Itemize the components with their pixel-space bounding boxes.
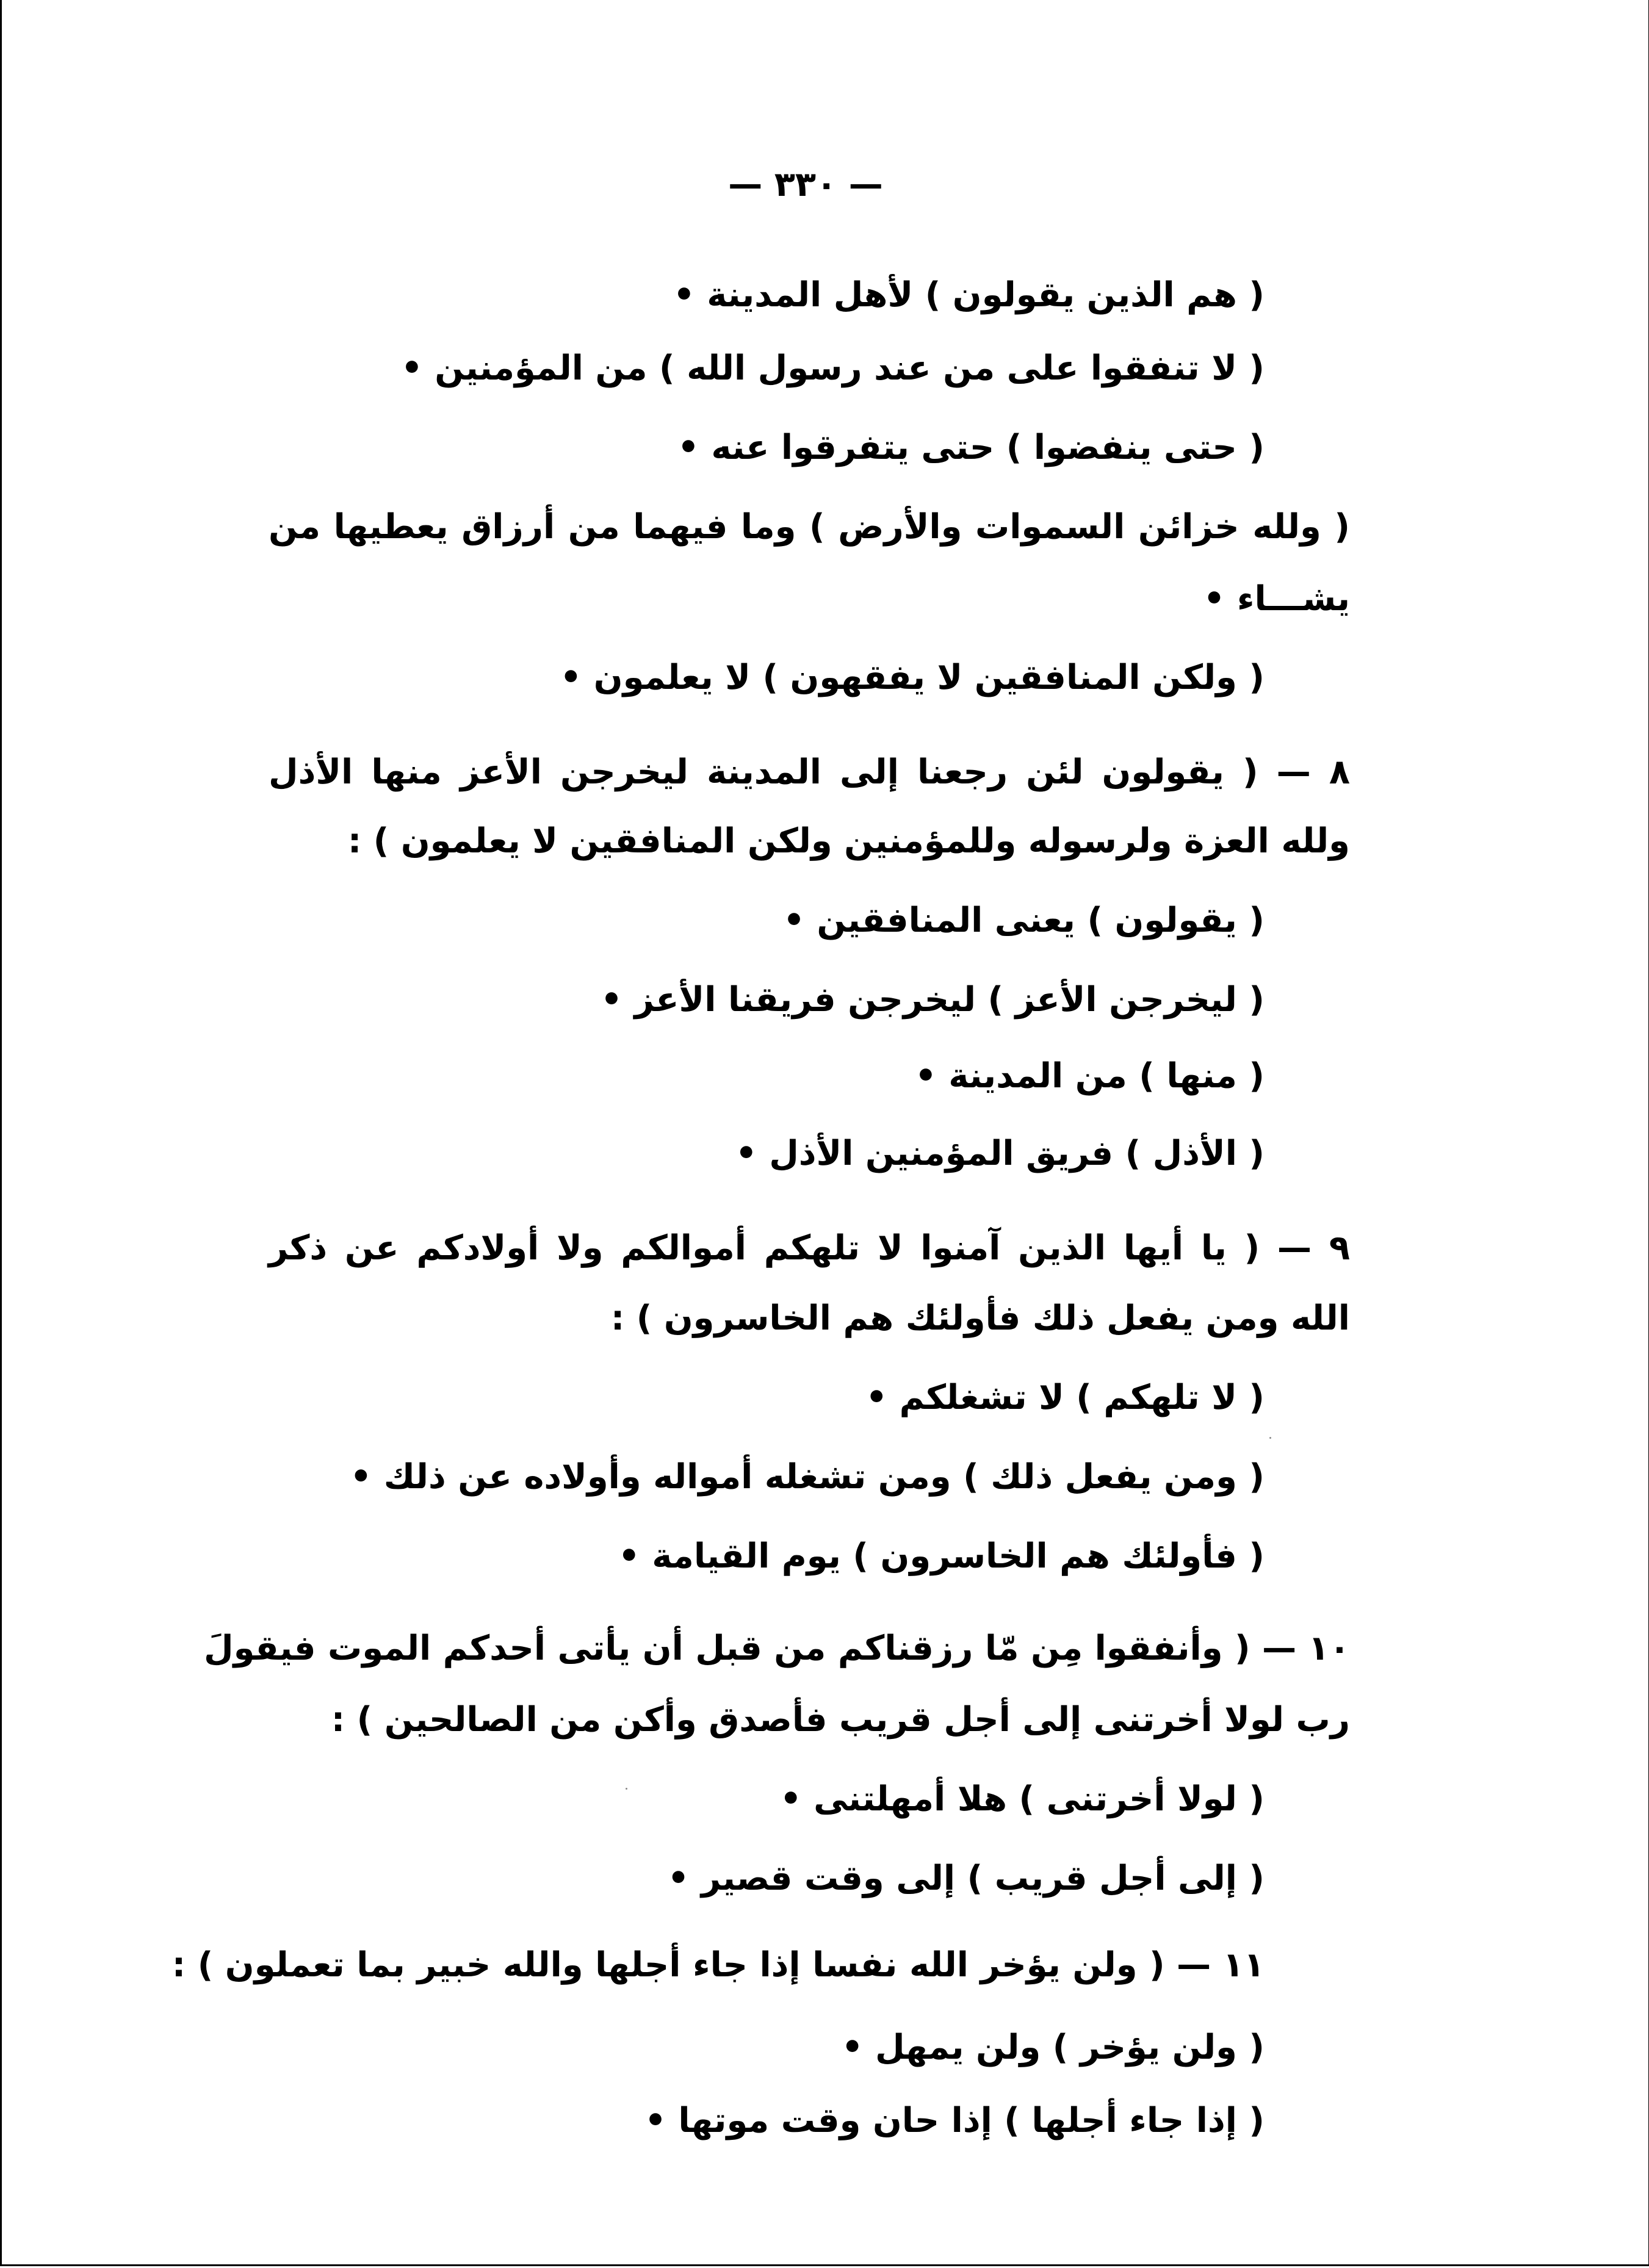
text-line: يشـــاء • [1203, 579, 1350, 619]
text-line: ( ومن يفعل ذلك ) ومن تشغله أمواله وأولاده عن ذلك • [350, 1457, 1265, 1497]
text-line: رب لولا أخرتنى إلى أجل قريب فأصدق وأكن من الصالحين ) : [331, 1700, 1350, 1740]
text-line: ٨ — ( يقولون لئن رجعنا إلى المدينة ليخرجن الأعز منها الأذل [269, 752, 1350, 792]
text-line: ( ولله خزائن السموات والأرض ) وما فيهما من أرزاق يعطيها من [269, 507, 1350, 547]
text-line: ( إلى أجل قريب ) إلى وقت قصير • [667, 1859, 1265, 1898]
text-line: ( إذا جاء أجلها ) إذا حان وقت موتها • [644, 2101, 1265, 2140]
text-line: ١١ — ( ولن يؤخر الله نفسا إذا جاء أجلها والله خبير بما تعملون ) : [171, 1945, 1265, 1985]
text-line: ( حتى ينفضوا ) حتى يتفرقوا عنه • [677, 428, 1265, 467]
scan-speck [626, 1788, 627, 1790]
text-line: ٩ — ( يا أيها الذين آمنوا لا تلهكم أموالكم ولا أولادكم عن ذكر [269, 1228, 1350, 1268]
text-line: ( يقولون ) يعنى المنافقين • [783, 901, 1265, 940]
text-line: ( لولا أخرتنى ) هلا أمهلتنى • [779, 1779, 1265, 1819]
scan-speck [1269, 1437, 1271, 1439]
text-line: ولله العزة ولرسوله وللمؤمنين ولكن المنافقين لا يعلمون ) : [347, 821, 1350, 861]
text-line: ( هم الذين يقولون ) لأهل المدينة • [673, 275, 1265, 315]
text-line: ( منها ) من المدينة • [914, 1056, 1265, 1096]
text-line: ( ليخرجن الأعز ) ليخرجن فريقنا الأعز • [601, 980, 1265, 1020]
page-number: — ٣٣٠ — [728, 165, 883, 204]
text-line: ( ولن يؤخر ) ولن يمهل • [841, 2028, 1265, 2067]
text-line: ( لا تلهكم ) لا تشغلكم • [865, 1378, 1265, 1417]
text-line: ( فأولئك هم الخاسرون ) يوم القيامة • [618, 1536, 1265, 1576]
text-line: ( لا تنفقوا على من عند رسول الله ) من المؤمنين • [400, 348, 1265, 388]
text-line: الله ومن يفعل ذلك فأولئك هم الخاسرون ) : [610, 1298, 1350, 1338]
text-line: ١٠ — ( وأنفقوا مِن مّا رزقناكم من قبل أن يأتى أحدكم الموت فيقولَ [204, 1629, 1350, 1668]
text-line: ( الأذل ) فريق المؤمنين الأذل • [735, 1134, 1265, 1173]
text-line: ( ولكن المنافقين لا يفقهون ) لا يعلمون • [560, 658, 1265, 697]
